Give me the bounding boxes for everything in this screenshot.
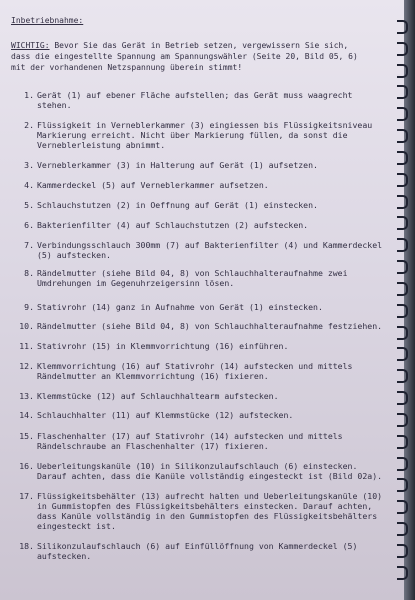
step-number: 8. <box>24 268 34 278</box>
step-number: 4. <box>24 180 34 190</box>
warning-label: WICHTIG: <box>11 41 50 50</box>
binder-ring <box>397 304 408 318</box>
binder-ring <box>397 260 408 274</box>
binder-ring <box>397 500 408 514</box>
binder-ring <box>397 107 408 121</box>
step-text: Rändelmutter (siehe Bild 04, 8) von Schlauchhalteraufnahme zwei Umdrehungen im Gegenuhrzeigersinn lösen. <box>37 268 348 288</box>
instruction-list <box>16 90 386 561</box>
binder-ring <box>397 347 408 361</box>
step-text: Flüssigkeit in Verneblerkammer (3) eingiessen bis Flüssigkeitsniveau Markierung erreicht. Nicht über Markierung füllen, da sonst die Verneblerleistung abnimmt. <box>37 120 373 150</box>
binder-ring <box>397 522 408 536</box>
step-text: Gerät (1) auf ebener Fläche aufstellen; das Gerät muss waagrecht stehen. <box>37 90 353 110</box>
step-text: Schlauchhalter (11) auf Klemmstücke (12) aufstecken. <box>37 410 294 420</box>
step-text: Silikonzulaufschlauch (6) auf Einfüllöffnung von Kammerdeckel (5) aufstecken. <box>37 541 358 561</box>
instruction-step <box>16 200 386 210</box>
binder-ring <box>397 435 408 449</box>
step-number: 17. <box>19 491 34 501</box>
binder-ring <box>397 478 408 492</box>
step-number: 15. <box>19 431 34 441</box>
instruction-step <box>16 220 386 230</box>
binder-ring <box>397 151 408 165</box>
step-number: 5. <box>24 200 34 210</box>
instruction-step <box>16 302 386 312</box>
step-number: 6. <box>24 220 34 230</box>
binder-ring <box>397 369 408 383</box>
step-text: Kammerdeckel (5) auf Verneblerkammer aufsetzen. <box>37 180 269 190</box>
warning-paragraph <box>11 40 363 73</box>
binder-ring <box>397 195 408 209</box>
step-text: Klemmvorrichtung (16) auf Stativrohr (14) aufstecken und mittels Rändelmutter an Klemmvorrichtung (16) fixieren. <box>37 361 353 381</box>
step-text: Schlauchstutzen (2) in Oeffnung auf Gerät (1) einstecken. <box>37 200 318 210</box>
instruction-step <box>16 240 386 260</box>
step-number: 10. <box>19 321 34 331</box>
instruction-step <box>16 461 386 481</box>
step-text: Flaschenhalter (17) auf Stativrohr (14) aufstecken und mittels Rändelschraube an Flaschenhalter (17) fixieren. <box>37 431 343 451</box>
step-number: 7. <box>24 240 34 250</box>
instruction-step <box>16 321 386 331</box>
step-number: 1. <box>24 90 34 100</box>
step-number: 13. <box>19 391 34 401</box>
binder-ring <box>397 42 408 56</box>
instruction-step <box>16 361 386 381</box>
step-number: 16. <box>19 461 34 471</box>
step-number: 14. <box>19 410 34 420</box>
binder-ring <box>397 64 408 78</box>
warning-text: Bevor Sie das Gerät in Betrieb setzen, vergewissern Sie sich, dass die eingestellte Spannung am Spannungswähler (Seite 20, Bild 05, 6) mit der vorhandenen Netzspannung überein stimmt! <box>11 41 358 72</box>
binder-ring <box>397 173 408 187</box>
instruction-step <box>16 120 386 150</box>
step-text: Verneblerkammer (3) in Halterung auf Gerät (1) aufsetzen. <box>37 160 318 170</box>
step-text: Klemmstücke (12) auf Schlauchhaltearm aufstecken. <box>37 391 279 401</box>
instruction-step <box>16 541 386 561</box>
binder-ring <box>397 85 408 99</box>
step-text: Flüssigkeitsbehälter (13) aufrecht halten und Ueberleitungskanüle (10) in Gummistopfen des Flüssigkeitsbehälters einstecken. Darauf achten, dass Kanüle vollständig in den Gummistopfen des Flüssigkeitsbehälters eingesteckt ist. <box>37 491 383 531</box>
instruction-step <box>16 410 386 420</box>
binder-ring <box>397 544 408 558</box>
binder-ring <box>397 282 408 296</box>
step-text: Bakterienfilter (4) auf Schlauchstutzen (2) aufstecken. <box>37 220 309 230</box>
step-text: Rändelmutter (siehe Bild 04, 8) von Schlauchhalteraufnahme festziehen. <box>37 321 383 331</box>
step-number: 18. <box>19 541 34 551</box>
step-number: 11. <box>19 341 34 351</box>
step-text: Stativrohr (14) ganz in Aufnahme von Gerät (1) einstecken. <box>37 302 323 312</box>
instruction-step <box>16 341 386 351</box>
step-number: 9. <box>24 302 34 312</box>
binder-ring <box>397 457 408 471</box>
step-text: Stativrohr (15) in Klemmvorrichtung (16) einführen. <box>37 341 289 351</box>
instruction-step <box>16 268 386 288</box>
instruction-step <box>16 431 386 451</box>
instruction-step <box>16 180 386 190</box>
instruction-step <box>16 391 386 401</box>
binder-ring <box>397 20 408 34</box>
step-text: Ueberleitungskanüle (10) in Silikonzulaufschlauch (6) einstecken. Darauf achten, dass die Kanüle vollständig eingesteckt ist (Bild 02a). <box>37 461 383 481</box>
instruction-step <box>16 491 386 531</box>
step-number: 12. <box>19 361 34 371</box>
binder-rings <box>397 20 413 580</box>
step-text: Verbindungsschlauch 300mm (7) auf Bakterienfilter (4) und Kammerdeckel (5) aufstecken. <box>37 240 383 260</box>
binder-ring <box>397 566 408 580</box>
binder-ring <box>397 326 408 340</box>
binder-ring <box>397 216 408 230</box>
step-number: 2. <box>24 120 34 130</box>
binder-ring <box>397 391 408 405</box>
binder-ring <box>397 129 408 143</box>
binder-ring <box>397 413 408 427</box>
instruction-step <box>16 90 386 110</box>
binder-ring <box>397 238 408 252</box>
step-number: 3. <box>24 160 34 170</box>
section-heading: Inbetriebnahme: <box>11 16 84 25</box>
instruction-step <box>16 160 386 170</box>
